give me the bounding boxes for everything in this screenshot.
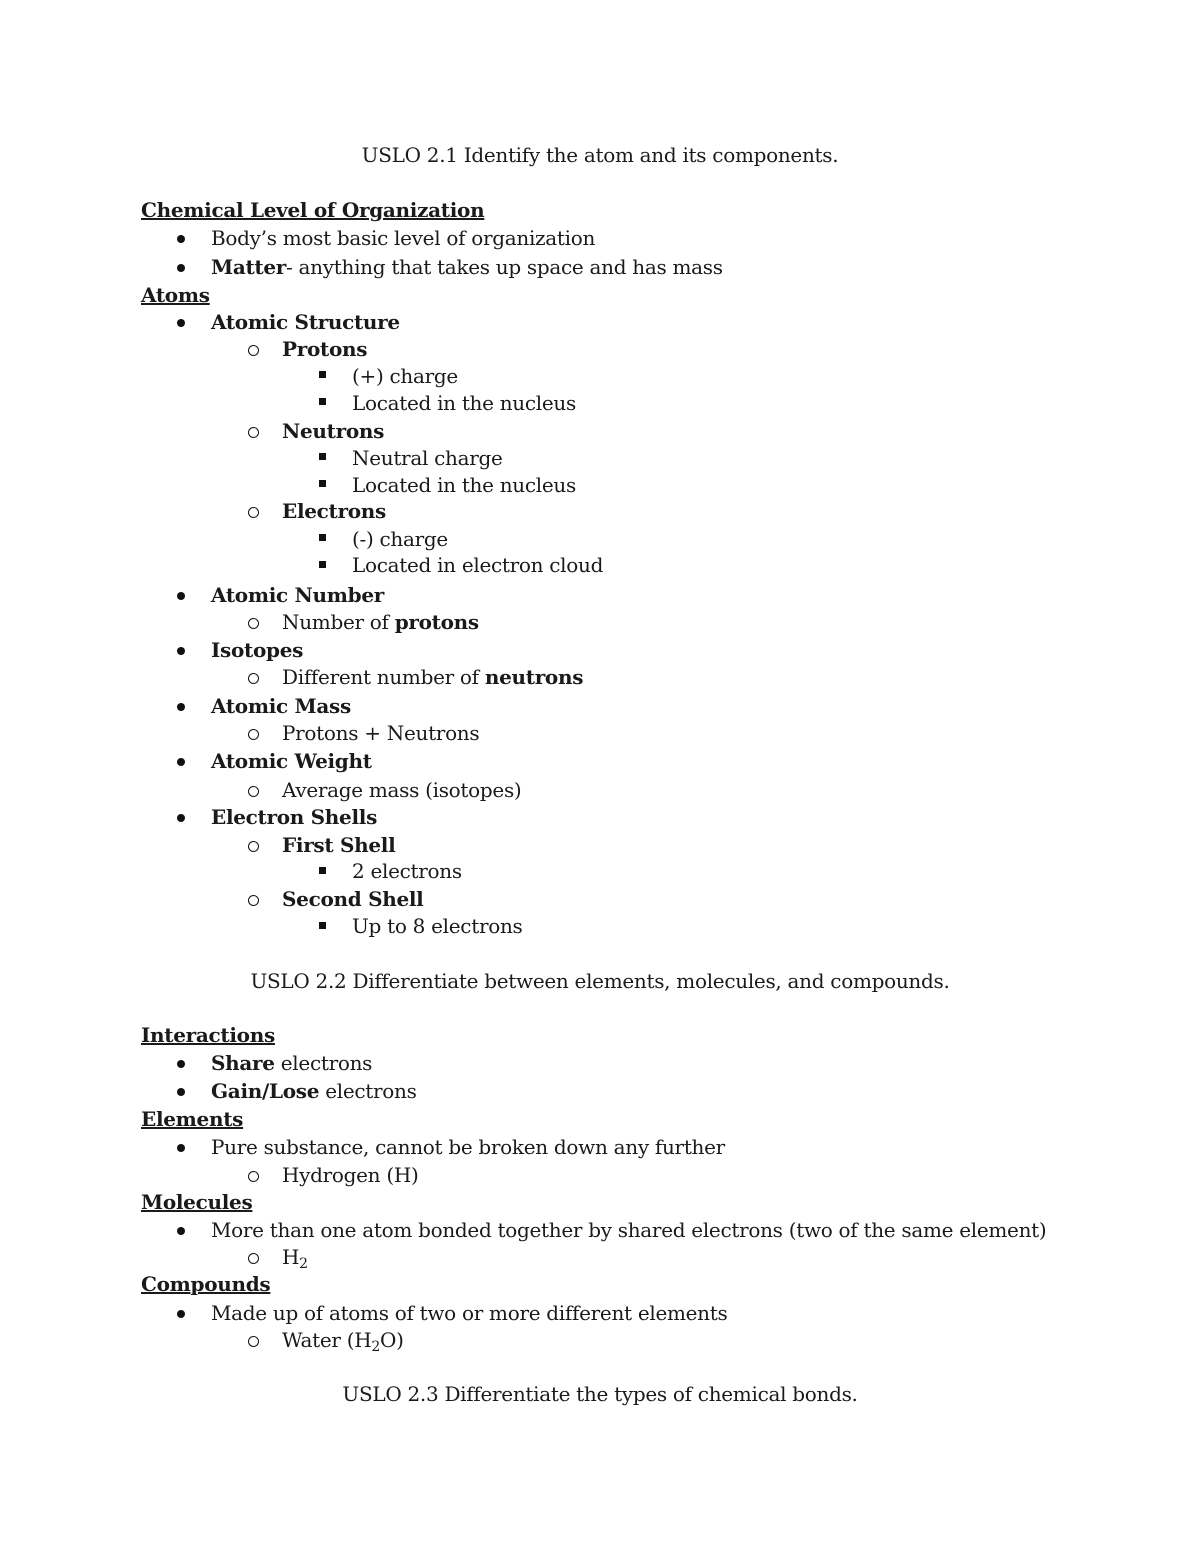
elements-item-1: Pure substance, cannot be broken down any further: [211, 1135, 725, 1159]
protons-label: Protons: [282, 337, 368, 361]
electrons-location: Located in electron cloud: [352, 553, 604, 577]
molecules-example-sub: 2: [299, 1256, 308, 1272]
compounds-item-1: Made up of atoms of two or more different elements: [211, 1301, 728, 1325]
second-shell-desc: Up to 8 electrons: [352, 914, 523, 938]
interactions-heading: Interactions: [141, 1023, 275, 1047]
share-term: Share: [211, 1051, 275, 1075]
share-rest: electrons: [274, 1051, 373, 1075]
atoms-heading: Atoms: [141, 283, 210, 307]
chemical-level-item-2: [211, 254, 723, 280]
bullet-dot-icon: [177, 235, 185, 243]
uslo-2-1-title: USLO 2.1 Identify the atom and its components.: [361, 143, 839, 167]
electrons-label: Electrons: [282, 499, 386, 523]
bullet-circle-icon: [248, 786, 259, 797]
neutrons-location: Located in the nucleus: [352, 473, 576, 497]
compounds-example-sub: 2: [371, 1339, 380, 1355]
second-shell-label: Second Shell: [282, 887, 424, 911]
bullet-square-icon: [319, 867, 326, 874]
atomic-number-desc-bold: protons: [394, 610, 479, 634]
protons-location: Located in the nucleus: [352, 391, 576, 415]
bullet-circle-icon: [248, 673, 259, 684]
bullet-dot-icon: [177, 758, 185, 766]
molecules-example: [282, 1244, 308, 1270]
bullet-circle-icon: [248, 841, 259, 852]
bullet-circle-icon: [248, 507, 259, 518]
interactions-item-1: [211, 1050, 372, 1076]
isotopes-desc: [282, 664, 583, 690]
chemical-level-item-1: Body’s most basic level of organization: [211, 226, 596, 250]
bullet-dot-icon: [177, 1310, 185, 1318]
bullet-circle-icon: [248, 895, 259, 906]
elements-example: Hydrogen (H): [282, 1163, 419, 1187]
bullet-dot-icon: [177, 1144, 185, 1152]
neutrons-charge: Neutral charge: [352, 446, 503, 470]
compounds-example: [282, 1327, 404, 1353]
bullet-square-icon: [319, 398, 326, 405]
molecules-heading: Molecules: [141, 1190, 253, 1214]
molecules-item-1: More than one atom bonded together by shared electrons (two of the same element): [211, 1218, 1047, 1242]
elements-heading: Elements: [141, 1107, 244, 1131]
compounds-example-pre: Water (H: [282, 1328, 372, 1352]
bullet-dot-icon: [177, 1088, 185, 1096]
atomic-weight-label: Atomic Weight: [211, 749, 372, 773]
isotopes-label: Isotopes: [211, 638, 304, 662]
gain-lose-rest: electrons: [319, 1079, 417, 1103]
bullet-dot-icon: [177, 703, 185, 711]
atomic-number-desc: [282, 609, 479, 635]
first-shell-desc: 2 electrons: [352, 859, 462, 883]
atomic-weight-desc: Average mass (isotopes): [282, 778, 522, 802]
compounds-heading: Compounds: [141, 1272, 271, 1296]
uslo-2-3-title: USLO 2.3 Differentiate the types of chemical bonds.: [342, 1382, 858, 1406]
bullet-circle-icon: [248, 345, 259, 356]
molecules-example-main: H: [282, 1245, 300, 1269]
bullet-square-icon: [319, 371, 326, 378]
bullet-dot-icon: [177, 1227, 185, 1235]
gain-lose-term: Gain/Lose: [211, 1079, 320, 1103]
bullet-circle-icon: [248, 427, 259, 438]
neutrons-label: Neutrons: [282, 419, 385, 443]
bullet-dot-icon: [177, 592, 185, 600]
bullet-square-icon: [319, 922, 326, 929]
bullet-square-icon: [319, 480, 326, 487]
bullet-dot-icon: [177, 814, 185, 822]
isotopes-desc-text: Different number of: [282, 665, 485, 689]
bullet-circle-icon: [248, 729, 259, 740]
bullet-circle-icon: [248, 1171, 259, 1182]
compounds-example-post: O): [380, 1328, 404, 1352]
bullet-dot-icon: [177, 647, 185, 655]
bullet-circle-icon: [248, 1336, 259, 1347]
atomic-number-label: Atomic Number: [211, 583, 384, 607]
electron-shells-label: Electron Shells: [211, 805, 378, 829]
uslo-2-2-title: USLO 2.2 Differentiate between elements, molecules, and compounds.: [250, 969, 950, 993]
bullet-dot-icon: [177, 319, 185, 327]
matter-definition: - anything that takes up space and has mass: [286, 255, 723, 279]
isotopes-desc-bold: neutrons: [484, 665, 584, 689]
atomic-mass-label: Atomic Mass: [211, 694, 351, 718]
protons-charge: (+) charge: [352, 364, 458, 388]
atomic-structure-label: Atomic Structure: [211, 310, 400, 334]
matter-term: Matter: [211, 255, 287, 279]
bullet-square-icon: [319, 534, 326, 541]
electrons-charge: (-) charge: [352, 527, 448, 551]
atomic-number-desc-text: Number of: [282, 610, 395, 634]
bullet-dot-icon: [177, 264, 185, 272]
bullet-circle-icon: [248, 1253, 259, 1264]
chemical-level-heading: Chemical Level of Organization: [141, 198, 485, 222]
bullet-circle-icon: [248, 618, 259, 629]
bullet-square-icon: [319, 561, 326, 568]
first-shell-label: First Shell: [282, 833, 396, 857]
bullet-dot-icon: [177, 1060, 185, 1068]
atomic-mass-desc: Protons + Neutrons: [282, 721, 480, 745]
bullet-square-icon: [319, 453, 326, 460]
interactions-item-2: [211, 1078, 417, 1104]
